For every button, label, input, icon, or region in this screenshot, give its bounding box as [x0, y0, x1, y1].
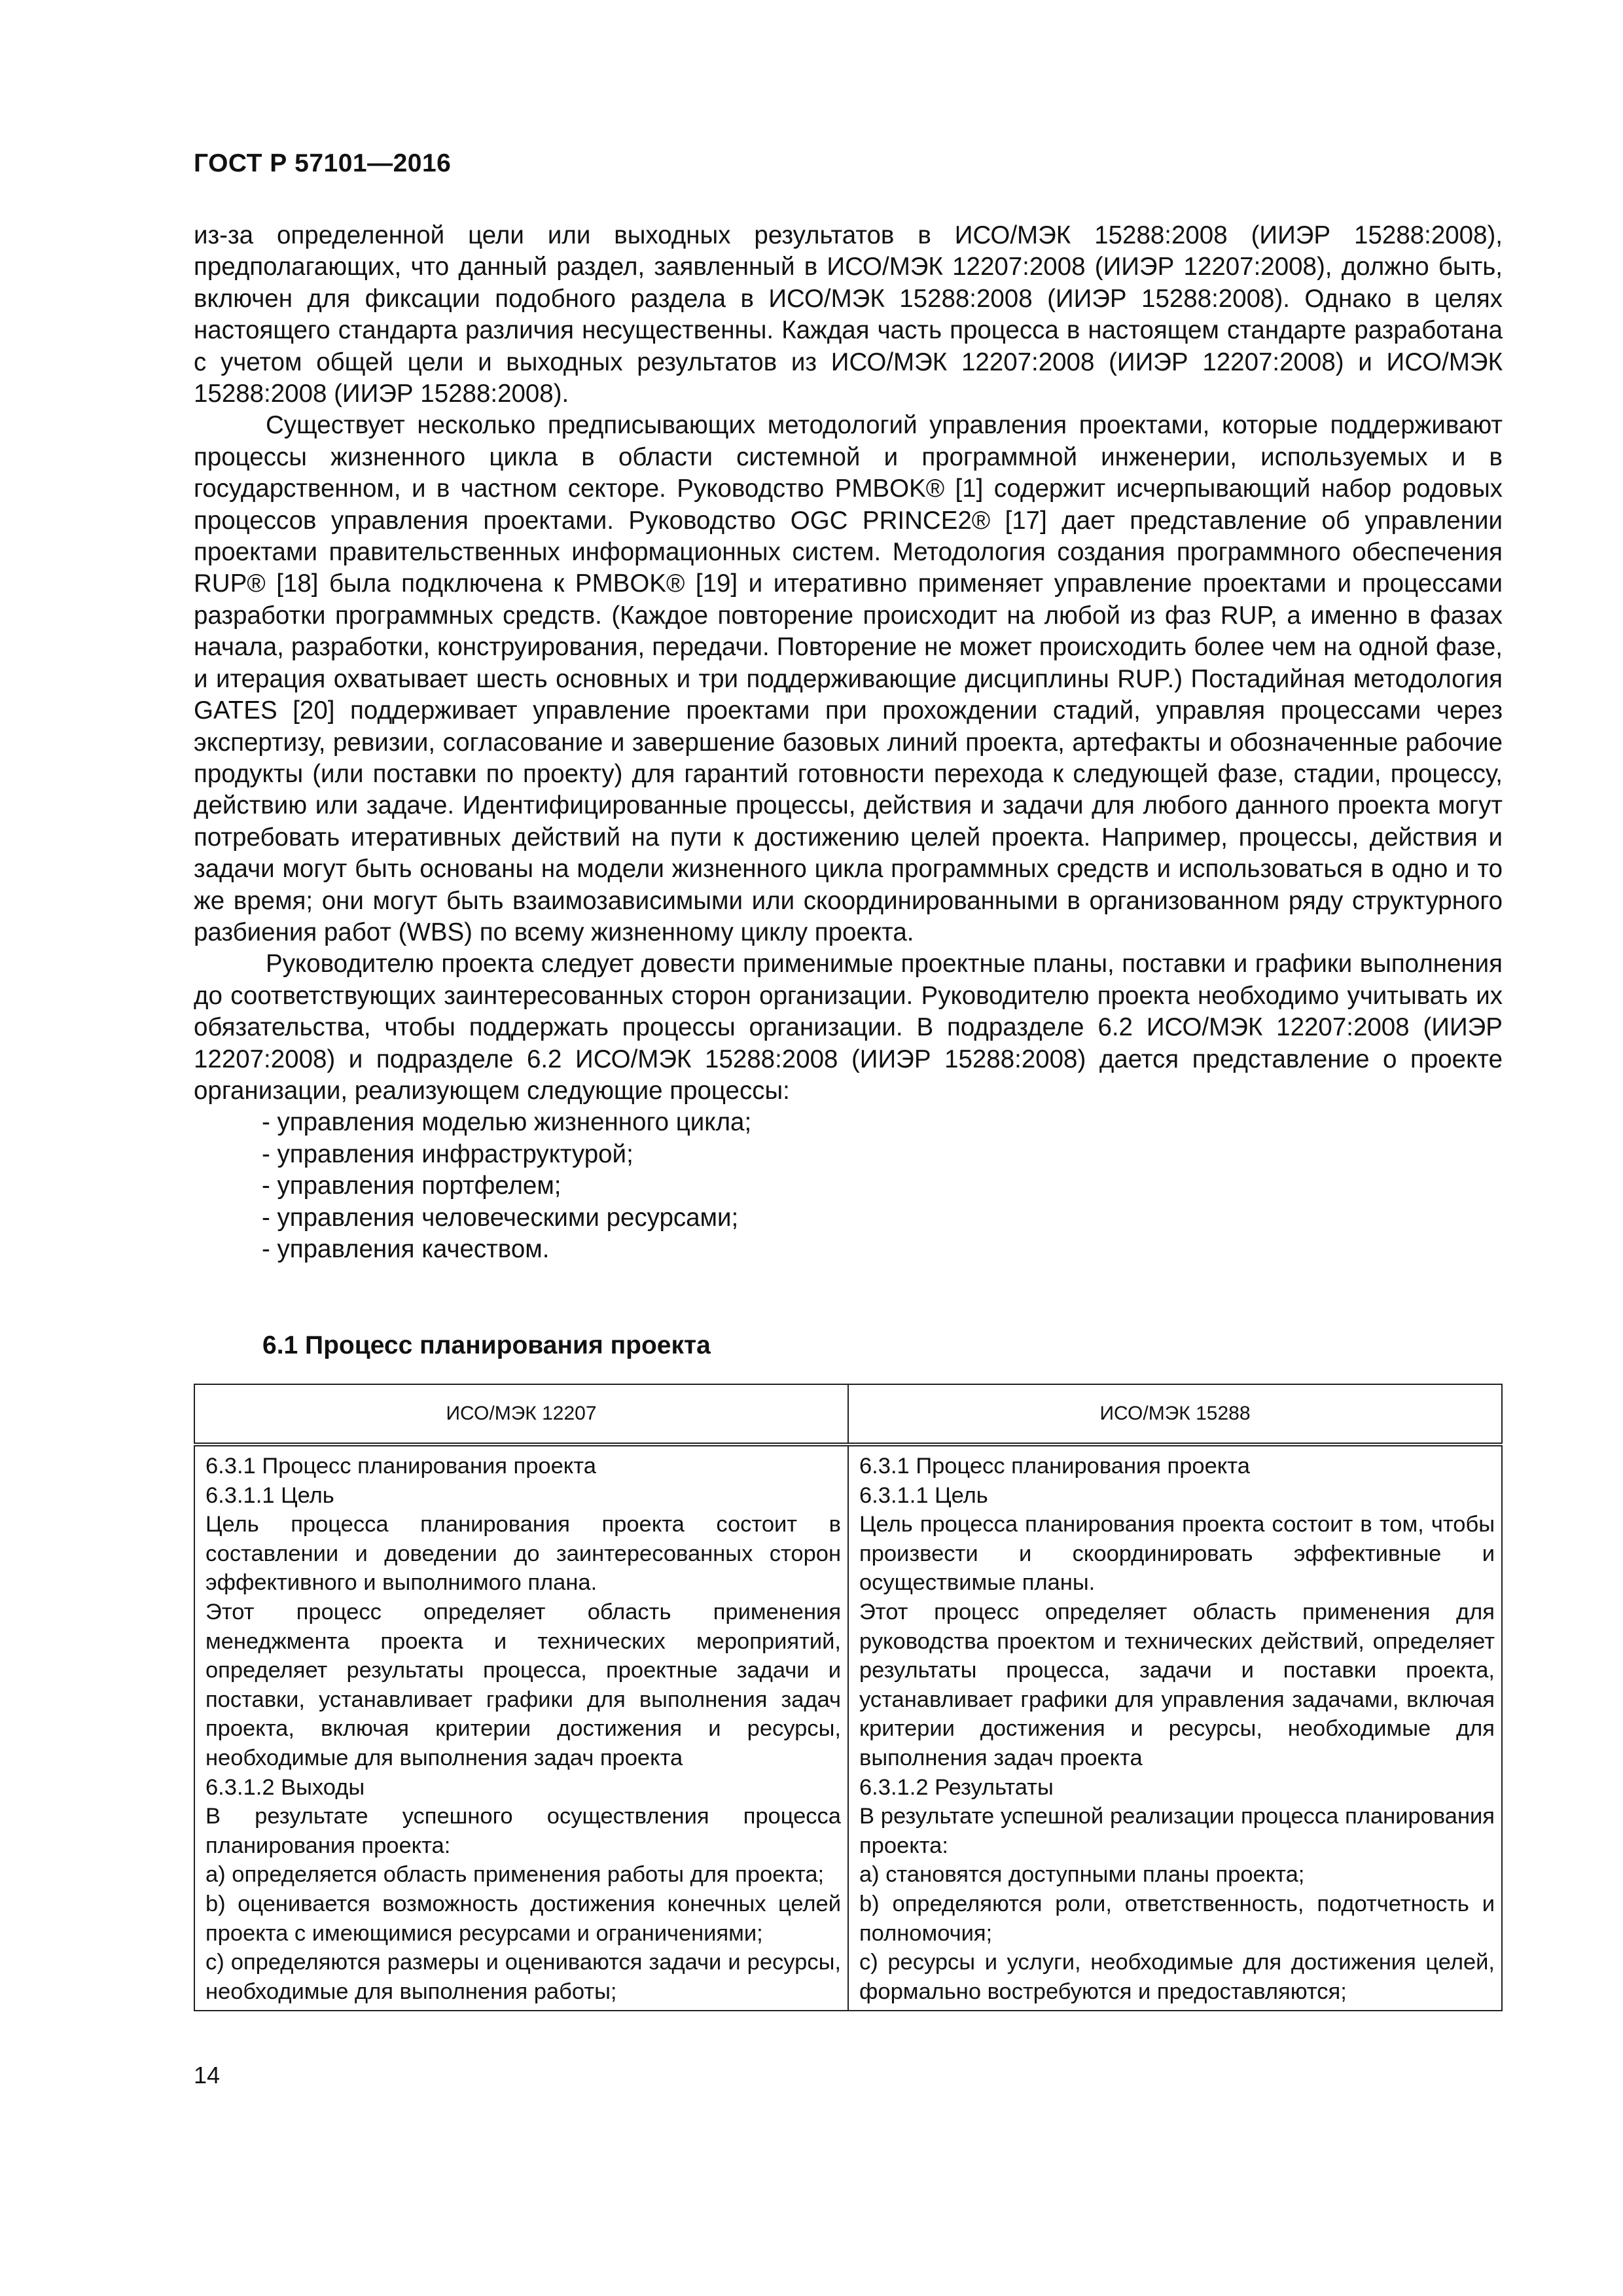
document-header: ГОСТ Р 57101—2016 [194, 149, 452, 177]
paragraph: из-за определенной цели или выходных результатов в ИСО/МЭК 15288:2008 (ИИЭР 15288:2008), предполагающих, что данный раздел, заявленный в ИСО/МЭК 12207:2008 (ИИЭР 12207:2008), должно быть, включен для фиксации подобного раздела в ИСО/МЭК 15288:2008 (ИИЭР 15288:2008). Однако в целях настоящего стандарта различия несущественны. Каждая часть процесса в настоящем стандарте разработана с учетом общей цели и выходных результатов из ИСО/МЭК 12207:2008 (ИИЭР 12207:2008) и ИСО/МЭК 15288:2008 (ИИЭР 15288:2008). [194, 221, 1503, 408]
cell-line: c) определяются размеры и оцениваются задачи и ресурсы, необходимые для выполнения работы; [205, 1950, 841, 2004]
process-list [194, 1107, 1503, 1265]
body-text [194, 220, 1503, 1265]
section-title: 6.1 Процесс планирования проекта [262, 1331, 711, 1359]
cell-line: b) определяются роли, ответственность, подотчетность и полномочия; [859, 1891, 1495, 1946]
list-item: - управления моделью жизненного цикла; [262, 1108, 752, 1137]
cell-line: В результате успешного осуществления процесса планирования проекта: [205, 1804, 841, 1858]
column-header: ИСО/МЭК 12207 [194, 1384, 848, 1444]
cell-line: 6.3.1.2 Выходы [205, 1774, 365, 1800]
cell-line: 6.3.1.1 Цель [205, 1482, 334, 1508]
page-number: 14 [194, 2062, 221, 2089]
list-item: - управления инфраструктурой; [262, 1139, 633, 1168]
paragraph: Руководителю проекта следует довести применимые проектные планы, поставки и графики выполнения до соответствующих заинтересованных сторон организации. Руководителю проекта необходимо учитывать их обязательства, чтобы поддержать процессы организации. В подразделе 6.2 ИСО/МЭК 12207:2008 (ИИЭР 12207:2008) и подразделе 6.2 ИСО/МЭК 15288:2008 (ИИЭР 15288:2008) дается представление о проекте организации, реализующем следующие процессы: [194, 950, 1503, 1105]
cell-line: В результате успешной реализации процесса планирования проекта: [859, 1804, 1495, 1858]
table-cell-iso-15288 [848, 1444, 1502, 2011]
table-cell-iso-12207 [194, 1444, 848, 2011]
cell-line: 6.3.1.1 Цель [859, 1482, 988, 1508]
list-item: - управления портфелем; [262, 1172, 562, 1200]
paragraph: Существует несколько предписывающих методологий управления проектами, которые поддерживают процессы жизненного цикла в области системной и программной инженерии, используемых и в государственном, и в частном секторе. Руководство PMBOK® [1] содержит исчерпывающий набор родовых процессов управления проектами. Руководство OGC PRINCE2® [17] дает представление об управлении проектами правительственных информационных систем. Методология создания программного обеспечения RUP® [18] была подключена к PMBOK® [19] и итеративно применяет управление проектами и процессами разработки программных средств. (Каждое повторение происходит на любой из фаз RUP, а именно в фазах начала, разработки, конструирования, передачи. Повторение не может происходить более чем на одной фазе, и итерация охватывает шесть основных и три поддерживающие дисциплины RUP.) Постадийная методология GATES [20] поддерживает управление проектами при прохождении стадий, управляя процессами через экспертизу, ревизии, согласование и завершение базовых линий проекта, артефакты и обозначенные рабочие продукты (или поставки по проекту) для гарантий готовности перехода к следующей фазе, стадии, процессу, действию или задаче. Идентифицированные процессы, действия и задачи для любого данного проекта могут потребовать итеративных действий на пути к достижению целей проекта. Например, процессы, действия и задачи могут быть основаны на модели жизненного цикла программных средств и использоваться в одно и то же время; они могут быть взаимозависимыми или скоординированными в организованном ряду структурного разбиения работ (WBS) по всему жизненному циклу проекта. [194, 411, 1503, 946]
comparison-table [194, 1384, 1503, 2011]
cell-line: a) становятся доступными планы проекта; [859, 1862, 1305, 1888]
list-item: - управления качеством. [262, 1235, 550, 1263]
cell-line: 6.3.1 Процесс планирования проекта [205, 1454, 596, 1479]
cell-line: Этот процесс определяет область применения менеджмента проекта и технических мероприятий, определяет результаты процесса, проектные задачи и поставки, устанавливает графики для выполнения задач проекта, включая критерии достижения и ресурсы, необходимые для выполнения задач проекта [205, 1599, 841, 1770]
cell-line: Цель процесса планирования проекта состоит в том, чтобы произвести и скоординировать эффективные и осуществимые планы. [859, 1512, 1495, 1596]
cell-line: 6.3.1 Процесс планирования проекта [859, 1454, 1250, 1479]
list-item: - управления человеческими ресурсами; [262, 1203, 739, 1232]
cell-line: Цель процесса планирования проекта состоит в составлении и доведении до заинтересованных сторон эффективного и выполнимого плана. [205, 1512, 841, 1596]
cell-line: b) оценивается возможность достижения конечных целей проекта с имеющимися ресурсами и ограничениями; [205, 1891, 841, 1946]
cell-line: 6.3.1.2 Результаты [859, 1774, 1054, 1800]
cell-line: Этот процесс определяет область применения для руководства проектом и технических действий, определяет результаты процесса, задачи и поставки проекта, устанавливает графики для управления задачами, включая критерии достижения и ресурсы, необходимые для выполнения задач проекта [859, 1599, 1495, 1770]
table-header-row [194, 1384, 1502, 1444]
column-header: ИСО/МЭК 15288 [848, 1384, 1502, 1444]
cell-line: a) определяется область применения работы для проекта; [205, 1862, 825, 1888]
cell-line: c) ресурсы и услуги, необходимые для достижения целей, формально востребуются и предоставляются; [859, 1950, 1495, 2004]
table-row [194, 1444, 1502, 2011]
